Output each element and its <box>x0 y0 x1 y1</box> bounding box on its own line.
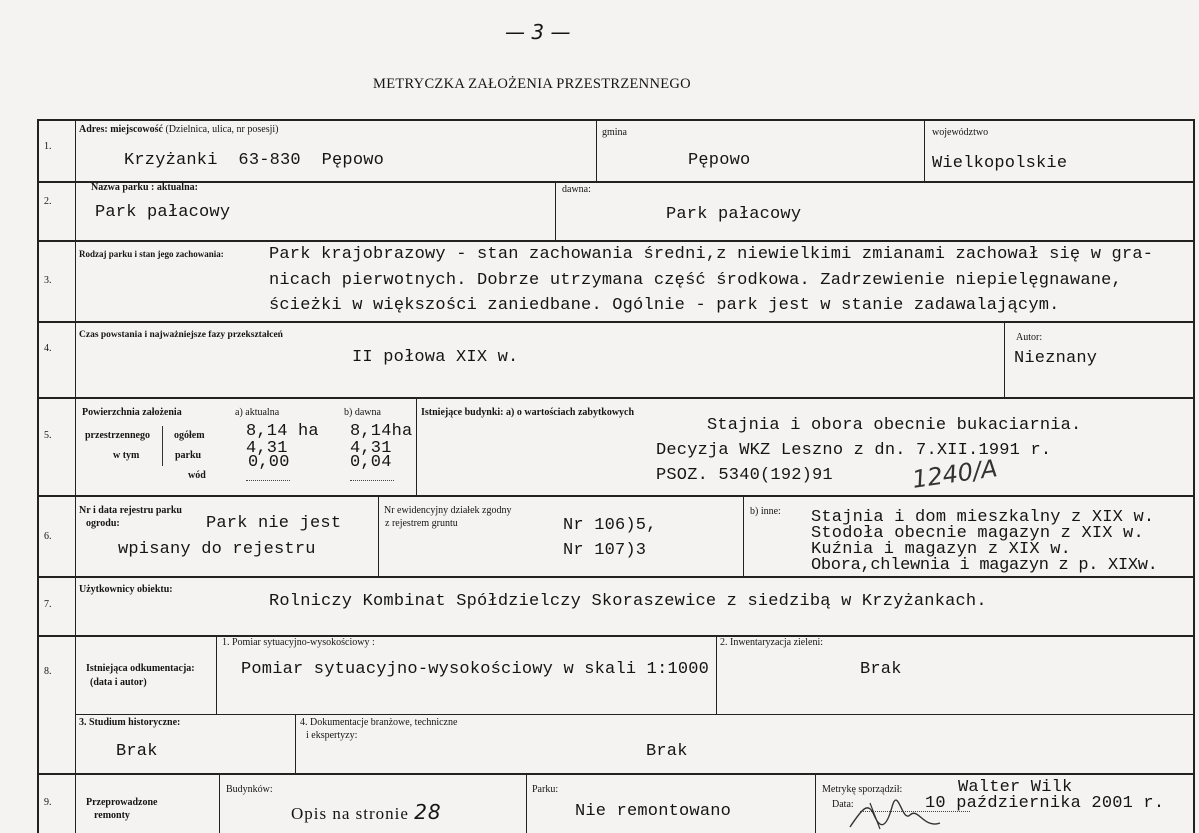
former-park: 4,31 <box>350 439 392 458</box>
park-type-line: ścieżki w większości zaniedbane. Ogólnie - park jest w stanie zadawalającym. <box>269 296 1060 315</box>
date-label: Data: <box>832 799 854 810</box>
building-repairs-value: Opis na stronie 28 <box>291 800 442 824</box>
voivodeship-label: województwo <box>932 127 989 138</box>
parcel-value: Nr 106)5, <box>563 516 657 535</box>
parcel-value: Nr 107)3 <box>563 541 647 560</box>
spatial-label: przestrzennego <box>85 430 150 441</box>
prepared-by-label: Metrykę sporządził: <box>822 784 903 795</box>
origin-value: II połowa XIX w. <box>352 348 519 367</box>
users-label: Użytkownicy obiektu: <box>79 584 173 595</box>
building-repairs-label: Budynków: <box>226 784 273 795</box>
current-water: 0,00 <box>248 453 290 472</box>
tech-docs-label: 4. Dokumentacje branżowe, techniczne <box>300 717 458 728</box>
history-value: Brak <box>116 742 158 761</box>
users-value: Rolniczy Kombinat Spółdzielczy Skoraszewice z siedzibą w Krzyżankach. <box>269 592 987 611</box>
row-number: 7. <box>44 599 52 610</box>
park-area-label: parku <box>175 450 202 461</box>
author-value: Nieznany <box>1014 349 1098 368</box>
inventory-label: 2. Inwentaryzacja zieleni: <box>720 637 823 648</box>
gmina-value: Pępowo <box>688 151 751 170</box>
handwritten-note: 1240/A <box>910 454 1000 494</box>
former-water: 0,04 <box>350 453 392 472</box>
current-area-label: a) aktualna <box>235 407 280 418</box>
survey-label: 1. Pomiar sytuacyjno-wysokościowy : <box>222 637 375 648</box>
row-number: 5. <box>44 430 52 441</box>
other-buildings-line: Stodoła obecnie magazyn z XIX w. <box>811 524 1144 543</box>
former-total: 8,14ha <box>350 422 413 441</box>
incl-label: w tym <box>113 450 140 461</box>
register-label-2: ogrodu: <box>86 518 120 529</box>
buildings-line: Stajnia i obora obecnie bukaciarnia. <box>707 416 1082 435</box>
author-label: Autor: <box>1016 332 1043 343</box>
current-total: 8,14 ha <box>246 422 319 441</box>
date-value: 10 października 2001 r. <box>925 794 1165 813</box>
buildings-line: PSOZ. 5340(192)91 <box>656 466 833 485</box>
parcel-label-2: z rejestrem gruntu <box>385 518 458 529</box>
voivodeship-value: Wielkopolskie <box>932 154 1068 173</box>
docs-label-2: (data i autor) <box>90 677 147 688</box>
park-repairs-label: Parku: <box>532 784 559 795</box>
repairs-label: Przeprowadzone <box>86 797 158 808</box>
signature-icon <box>840 793 950 833</box>
docs-label: Istniejąca odkumentacja: <box>86 663 195 674</box>
row-number: 4. <box>44 343 52 354</box>
row-number: 3. <box>44 275 52 286</box>
park-name-label: Nazwa parku : aktualna: <box>91 182 198 193</box>
repairs-label-2: remonty <box>94 810 130 821</box>
row-number: 1. <box>44 141 52 152</box>
page-number: — 3 — <box>505 20 571 44</box>
tech-docs-value: Brak <box>646 742 688 761</box>
park-name-value: Park pałacowy <box>95 203 231 222</box>
former-area-label: b) dawna <box>344 407 381 418</box>
register-label: Nr i data rejestru parku <box>79 505 182 516</box>
other-buildings-line: Obora,chlewnia i magazyn z p. XIXw. <box>811 556 1158 575</box>
parcel-label: Nr ewidencyjny działek zgodny <box>384 505 512 516</box>
row-number: 9. <box>44 797 52 808</box>
park-type-label: Rodzaj parku i stan jego zachowania: <box>79 249 224 259</box>
current-park: 4,31 <box>246 439 288 458</box>
history-label: 3. Studium historyczne: <box>79 717 181 728</box>
prepared-by-value: Walter Wilk <box>958 778 1073 797</box>
park-type-line: Park krajobrazowy - stan zachowania średni,z niewielkimi zmianami zachował się w gra- <box>269 245 1154 264</box>
address-label: Adres: miejscowość (Dzielnica, ulica, nr posesji) <box>79 124 279 135</box>
water-area-label: wód <box>188 470 206 481</box>
buildings-line: Decyzja WKZ Leszno z dn. 7.XII.1991 r. <box>656 441 1052 460</box>
area-label: Powierzchnia założenia <box>82 407 182 418</box>
former-name-value: Park pałacowy <box>666 205 802 224</box>
survey-value: Pomiar sytuacyjno-wysokościowy w skali 1:1000 <box>241 660 710 679</box>
park-repairs-value: Nie remontowano <box>575 802 732 821</box>
park-type-line: nicach pierwotnych. Dobrze utrzymana część środkowa. Zadrzewienie niepielęgnawane, <box>269 271 1122 290</box>
former-name-label: dawna: <box>562 184 591 195</box>
gmina-label: gmina <box>602 127 627 138</box>
buildings-label: Istniejące budynki: a) o wartościach zabytkowych <box>421 407 635 418</box>
row-number: 2. <box>44 196 52 207</box>
row-number: 6. <box>44 531 52 542</box>
other-buildings-line: Kuźnia i magazyn z XIX w. <box>811 540 1072 559</box>
register-value-2: wpisany do rejestru <box>118 540 316 559</box>
inventory-value: Brak <box>860 660 902 679</box>
row-number: 8. <box>44 666 52 677</box>
address-value: Krzyżanki 63-830 Pępowo <box>124 151 385 170</box>
other-buildings-label: b) inne: <box>750 506 781 517</box>
origin-label: Czas powstania i najważniejsze fazy przekształceń <box>79 330 283 340</box>
register-value: Park nie jest <box>206 514 342 533</box>
page-title: METRYCZKA ZAŁOŻENIA PRZESTRZENNEGO <box>373 76 691 92</box>
total-label: ogółem <box>174 430 205 441</box>
other-buildings-line: Stajnia i dom mieszkalny z XIX w. <box>811 508 1155 527</box>
tech-docs-label-2: i ekspertyzy: <box>306 730 358 741</box>
